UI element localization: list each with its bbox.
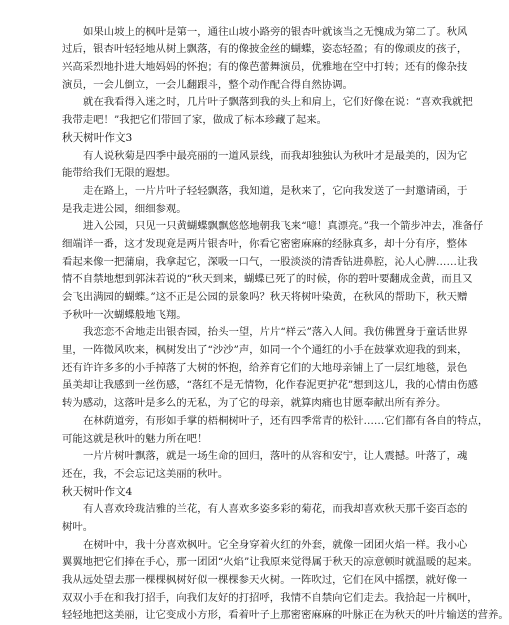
- paragraph-line: 情不自禁地想到郭沫若说的“秋天到来，蝴蝶已死了的时候，你的碧叶要翻成金黄，而且又: [62, 273, 473, 286]
- paragraph-line: 可能这就是秋叶的魅力所在吧！: [62, 432, 208, 445]
- blank-line: [62, 6, 442, 24]
- paragraph-line: 里，一阵微风吹来，枫树发出了“沙沙”声，如同一个个通红的小手在鼓掌欢迎我的到来，: [62, 344, 468, 357]
- paragraph-line: 是我走进公园，细细参观。: [62, 202, 187, 215]
- paragraph-line: 走在路上，一片片叶子轻轻飘落，我知道，是秋来了，它向我发送了一封邀请函，于: [83, 184, 468, 197]
- paragraph-line: 有人说秋菊是四季中最亮丽的一道风景线，而我却独独认为秋叶才是最美的，因为它: [83, 149, 468, 162]
- paragraph-line: 过后，银杏叶轻轻地从树上飘落，有的像披金丝的蝴蝶，姿态轻盈；有的像顽皮的孩子，: [62, 43, 468, 56]
- section-heading: 秋天树叶作文3: [62, 131, 133, 144]
- paragraph-line: 在林荫道旁，有形如手掌的梧桐树叶子，还有四季常青的松针……它们都有各自的特点，: [83, 414, 489, 427]
- paragraph-line: 还有许许多多的小手掉落了大树的怀抱，给养育它们的大地母亲铺上了一层红地毯，景色: [62, 361, 468, 374]
- paragraph-line: 会飞出满园的蝴蝶。”这不正是公园的景象吗？秋天将树叶染黄，在秋风的帮助下，秋天赠: [62, 291, 468, 303]
- paragraph-line: 就在我看得入迷之时，几片叶子飘落到我的头上和肩上，它们好像在说：“喜欢我就把: [83, 96, 473, 109]
- paragraph-line: 能带给我们无限的遐想。: [62, 167, 177, 180]
- paragraph-line: 树叶。: [62, 520, 94, 533]
- paragraph-line: 双双小手在和我打招手，向我们友好的打招呼，我情不自禁向它们走去。我拾起一片枫叶，: [62, 591, 478, 604]
- paragraph-line: 在树叶中，我十分喜欢枫叶。它全身穿着火红的外套，就像一团团火焰一样。我小心: [83, 538, 468, 551]
- paragraph-line: 翼翼地把它们捧在手心，那一团团“火焰”让我原来觉得属于秋天的凉意顿时就温暖的起来。: [62, 556, 478, 569]
- paragraph-line: 看起来像一把蒲扇，我拿起它，深吸一口气，一股淡淡的清香钻进鼻腔，沁人心脾……让我: [62, 255, 478, 268]
- paragraph-line: 细端详一番，这才发现竟是两片银杏叶，你看它密密麻麻的经脉真多，却十分有序，整体: [62, 237, 468, 250]
- paragraph-line: 一片片树叶飘落，就是一场生命的回归，落叶的从容和安宁，让人震撼。叶落了，魂: [83, 450, 468, 463]
- paragraph-line: 轻轻地把这美丽，让它变成小方形，看着叶子上那密密麻麻的叶脉正在为秋天的叶片输送的营养。: [62, 609, 509, 622]
- paragraph-line: 兴高采烈地扑进大地妈妈的怀抱；有的像芭蕾舞演员，优雅地在空中打转；还有的像杂技: [62, 61, 468, 74]
- paragraph-line: 予秋叶一次蝴蝶般地飞翔。: [62, 308, 187, 321]
- paragraph-line: 还在，我，不会忘记这美丽的秋叶。: [62, 467, 229, 480]
- paragraph-line: 进入公园，只见一只黄蝴蝶飘飘悠悠地朝我飞来“噫！真漂亮。”我一个箭步冲去，准备仔: [83, 220, 484, 233]
- paragraph-line: 我带走吧！”我把它们带回了家，做成了标本珍藏了起来。: [62, 114, 328, 127]
- paragraph-line: 演员，一会儿倒立，一会儿翻跟斗，整个动作配合得自然协调。: [62, 78, 353, 91]
- paragraph-line: 我从远处望去那一棵棵枫树好似一棵棵参天火树。一阵吹过，它们在风中摇摆，就好像一: [62, 574, 468, 586]
- paragraph-line: 我恋恋不舍地走出银杏园，抬头一望，片片“样云”落入人间。我仿佛置身于童话世界: [83, 326, 468, 339]
- paragraph-line: 如果山坡上的枫叶是第一，通往山坡小路旁的银杏叶就该当之无愧成为第二了。秋风: [83, 25, 468, 38]
- paragraph-line: 转为感动，这落叶是多么的无私，为了它的母亲，就算肉痛也甘愿奉献出所有养分。: [62, 397, 447, 410]
- section-heading: 秋天树叶作文4: [62, 485, 133, 498]
- paragraph-line: 有人喜欢玲珑洁雅的兰花，有人喜欢多姿多彩的菊花，而我却喜欢秋天那千姿百态的: [83, 503, 468, 516]
- paragraph-line: 虽美却让我感到一丝伤感，“落红不是无情物，化作春泥更护花”想到这儿，我的心情由伤感: [62, 379, 478, 392]
